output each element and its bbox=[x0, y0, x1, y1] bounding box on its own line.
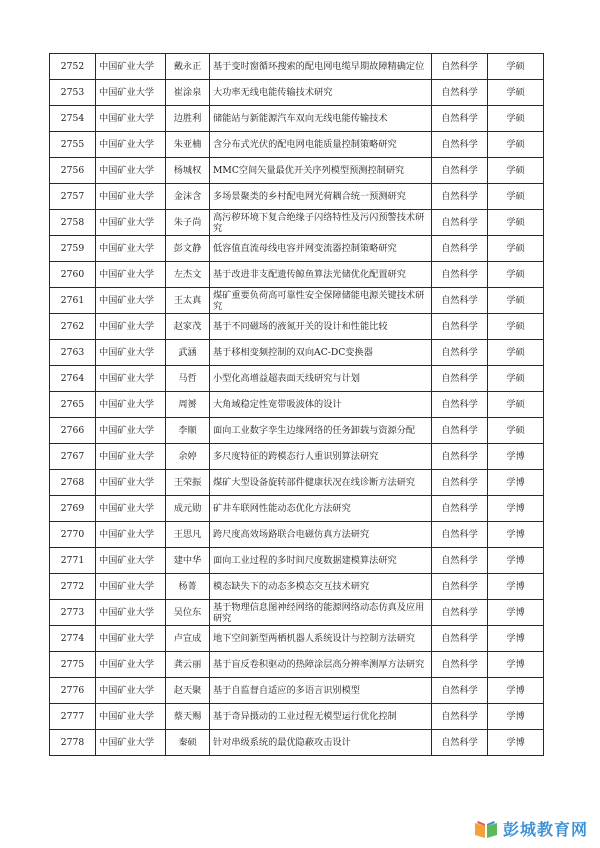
row-number: 2760 bbox=[50, 262, 96, 288]
discipline-category-cell: 自然科学 bbox=[432, 184, 488, 210]
row-number: 2774 bbox=[50, 626, 96, 652]
thesis-title-cell: 大功率无线电能传输技术研究 bbox=[210, 80, 432, 106]
row-number: 2778 bbox=[50, 730, 96, 756]
university-cell: 中国矿业大学 bbox=[96, 158, 166, 184]
row-number: 2756 bbox=[50, 158, 96, 184]
student-name-cell: 余婷 bbox=[166, 444, 210, 470]
student-name-cell: 边胜利 bbox=[166, 106, 210, 132]
discipline-category-cell: 自然科学 bbox=[432, 54, 488, 80]
discipline-category-cell: 自然科学 bbox=[432, 262, 488, 288]
university-cell: 中国矿业大学 bbox=[96, 262, 166, 288]
thesis-title-cell: 针对串级系统的最优隐蔽攻击设计 bbox=[210, 730, 432, 756]
table-row bbox=[50, 704, 544, 730]
discipline-category-cell: 自然科学 bbox=[432, 314, 488, 340]
discipline-category-cell: 自然科学 bbox=[432, 522, 488, 548]
degree-type-cell: 学博 bbox=[488, 626, 544, 652]
table-row bbox=[50, 366, 544, 392]
degree-type-cell: 学博 bbox=[488, 652, 544, 678]
university-cell: 中国矿业大学 bbox=[96, 418, 166, 444]
discipline-category-cell: 自然科学 bbox=[432, 392, 488, 418]
university-cell: 中国矿业大学 bbox=[96, 652, 166, 678]
university-cell: 中国矿业大学 bbox=[96, 678, 166, 704]
student-name-cell: 杨城权 bbox=[166, 158, 210, 184]
row-number: 2770 bbox=[50, 522, 96, 548]
table-row bbox=[50, 340, 544, 366]
degree-type-cell: 学硕 bbox=[488, 340, 544, 366]
student-name-cell: 吴位东 bbox=[166, 600, 210, 626]
thesis-title-cell: 模态缺失下的动态多模态交互技术研究 bbox=[210, 574, 432, 600]
university-cell: 中国矿业大学 bbox=[96, 288, 166, 314]
student-name-cell: 王荣振 bbox=[166, 470, 210, 496]
thesis-title-cell: MMC空间矢量最优开关序列模型预测控制研究 bbox=[210, 158, 432, 184]
thesis-title-cell: 跨尺度高效场路联合电磁仿真方法研究 bbox=[210, 522, 432, 548]
discipline-category-cell: 自然科学 bbox=[432, 158, 488, 184]
table-row bbox=[50, 600, 544, 626]
thesis-title-cell: 基于改进非支配遗传鲸鱼算法光储优化配置研究 bbox=[210, 262, 432, 288]
discipline-category-cell: 自然科学 bbox=[432, 730, 488, 756]
row-number: 2769 bbox=[50, 496, 96, 522]
thesis-title-cell: 基于盲反卷积驱动的热障涂层高分辨率测厚方法研究 bbox=[210, 652, 432, 678]
table-row bbox=[50, 496, 544, 522]
discipline-category-cell: 自然科学 bbox=[432, 704, 488, 730]
degree-type-cell: 学博 bbox=[488, 730, 544, 756]
row-number: 2777 bbox=[50, 704, 96, 730]
row-number: 2758 bbox=[50, 210, 96, 236]
student-name-cell: 马哲 bbox=[166, 366, 210, 392]
thesis-title-cell: 煤矿重要负荷高可靠性安全保障储能电源关键技术研究 bbox=[210, 288, 432, 314]
student-name-cell: 龚云丽 bbox=[166, 652, 210, 678]
discipline-category-cell: 自然科学 bbox=[432, 574, 488, 600]
discipline-category-cell: 自然科学 bbox=[432, 132, 488, 158]
row-number: 2766 bbox=[50, 418, 96, 444]
thesis-title-cell: 矿井车联网性能动态优化方法研究 bbox=[210, 496, 432, 522]
student-name-cell: 赵家茂 bbox=[166, 314, 210, 340]
degree-type-cell: 学硕 bbox=[488, 80, 544, 106]
student-name-cell: 戴永正 bbox=[166, 54, 210, 80]
table-row bbox=[50, 652, 544, 678]
student-name-cell: 王思凡 bbox=[166, 522, 210, 548]
row-number: 2761 bbox=[50, 288, 96, 314]
student-name-cell: 周赟 bbox=[166, 392, 210, 418]
thesis-title-cell: 面向工业数字孪生边缘网络的任务卸载与资源分配 bbox=[210, 418, 432, 444]
degree-type-cell: 学硕 bbox=[488, 366, 544, 392]
university-cell: 中国矿业大学 bbox=[96, 340, 166, 366]
thesis-title-cell: 基于物理信息图神经网络的能源网络动态仿真及应用研究 bbox=[210, 600, 432, 626]
table-row bbox=[50, 262, 544, 288]
student-name-cell: 王太真 bbox=[166, 288, 210, 314]
student-name-cell: 金沫含 bbox=[166, 184, 210, 210]
university-cell: 中国矿业大学 bbox=[96, 54, 166, 80]
university-cell: 中国矿业大学 bbox=[96, 314, 166, 340]
university-cell: 中国矿业大学 bbox=[96, 574, 166, 600]
site-watermark bbox=[473, 817, 588, 840]
degree-type-cell: 学博 bbox=[488, 522, 544, 548]
table-row bbox=[50, 158, 544, 184]
student-name-cell: 赵天聚 bbox=[166, 678, 210, 704]
university-cell: 中国矿业大学 bbox=[96, 496, 166, 522]
degree-type-cell: 学硕 bbox=[488, 54, 544, 80]
table-row bbox=[50, 418, 544, 444]
discipline-category-cell: 自然科学 bbox=[432, 548, 488, 574]
table-row bbox=[50, 392, 544, 418]
degree-type-cell: 学硕 bbox=[488, 392, 544, 418]
degree-type-cell: 学博 bbox=[488, 574, 544, 600]
row-number: 2764 bbox=[50, 366, 96, 392]
table-row bbox=[50, 444, 544, 470]
discipline-category-cell: 自然科学 bbox=[432, 444, 488, 470]
discipline-category-cell: 自然科学 bbox=[432, 340, 488, 366]
student-name-cell: 李顺 bbox=[166, 418, 210, 444]
discipline-category-cell: 自然科学 bbox=[432, 652, 488, 678]
degree-type-cell: 学博 bbox=[488, 444, 544, 470]
row-number: 2754 bbox=[50, 106, 96, 132]
student-name-cell: 彭文静 bbox=[166, 236, 210, 262]
thesis-title-cell: 基于变时窗循环搜索的配电网电缆早期故障精确定位 bbox=[210, 54, 432, 80]
university-cell: 中国矿业大学 bbox=[96, 366, 166, 392]
student-name-cell: 卢宣成 bbox=[166, 626, 210, 652]
discipline-category-cell: 自然科学 bbox=[432, 366, 488, 392]
discipline-category-cell: 自然科学 bbox=[432, 236, 488, 262]
table-row bbox=[50, 470, 544, 496]
thesis-title-cell: 基于自监督自适应的多语言识别模型 bbox=[210, 678, 432, 704]
degree-type-cell: 学硕 bbox=[488, 210, 544, 236]
table-row bbox=[50, 574, 544, 600]
university-cell: 中国矿业大学 bbox=[96, 80, 166, 106]
row-number: 2759 bbox=[50, 236, 96, 262]
table-row bbox=[50, 548, 544, 574]
row-number: 2772 bbox=[50, 574, 96, 600]
thesis-title-cell: 高污秽环境下复合绝缘子闪络特性及污闪预警技术研究 bbox=[210, 210, 432, 236]
university-cell: 中国矿业大学 bbox=[96, 730, 166, 756]
row-number: 2763 bbox=[50, 340, 96, 366]
table-row bbox=[50, 106, 544, 132]
discipline-category-cell: 自然科学 bbox=[432, 210, 488, 236]
university-cell: 中国矿业大学 bbox=[96, 548, 166, 574]
university-cell: 中国矿业大学 bbox=[96, 444, 166, 470]
table-row bbox=[50, 236, 544, 262]
thesis-title-cell: 基于不同磁场的液氮开关的设计和性能比较 bbox=[210, 314, 432, 340]
row-number: 2752 bbox=[50, 54, 96, 80]
student-name-cell: 建中华 bbox=[166, 548, 210, 574]
degree-type-cell: 学硕 bbox=[488, 418, 544, 444]
discipline-category-cell: 自然科学 bbox=[432, 288, 488, 314]
discipline-category-cell: 自然科学 bbox=[432, 470, 488, 496]
thesis-title-cell: 地下空间新型两栖机器人系统设计与控制方法研究 bbox=[210, 626, 432, 652]
open-book-logo-icon bbox=[473, 818, 499, 840]
row-number: 2775 bbox=[50, 652, 96, 678]
discipline-category-cell: 自然科学 bbox=[432, 678, 488, 704]
thesis-title-cell: 储能站与新能源汽车双向无线电能传输技术 bbox=[210, 106, 432, 132]
degree-type-cell: 学博 bbox=[488, 548, 544, 574]
university-cell: 中国矿业大学 bbox=[96, 210, 166, 236]
row-number: 2771 bbox=[50, 548, 96, 574]
student-name-cell: 朱子尚 bbox=[166, 210, 210, 236]
table-body bbox=[50, 54, 544, 756]
thesis-title-cell: 低容值直流母线电容并网变流器控制策略研究 bbox=[210, 236, 432, 262]
results-table bbox=[49, 53, 544, 756]
degree-type-cell: 学硕 bbox=[488, 184, 544, 210]
discipline-category-cell: 自然科学 bbox=[432, 496, 488, 522]
row-number: 2753 bbox=[50, 80, 96, 106]
university-cell: 中国矿业大学 bbox=[96, 392, 166, 418]
student-name-cell: 武涵 bbox=[166, 340, 210, 366]
university-cell: 中国矿业大学 bbox=[96, 236, 166, 262]
watermark-text: 彭城教育网 bbox=[502, 820, 588, 839]
discipline-category-cell: 自然科学 bbox=[432, 418, 488, 444]
row-number: 2765 bbox=[50, 392, 96, 418]
degree-type-cell: 学硕 bbox=[488, 262, 544, 288]
thesis-title-cell: 煤矿大型设备旋转部件健康状况在线诊断方法研究 bbox=[210, 470, 432, 496]
university-cell: 中国矿业大学 bbox=[96, 470, 166, 496]
university-cell: 中国矿业大学 bbox=[96, 704, 166, 730]
discipline-category-cell: 自然科学 bbox=[432, 600, 488, 626]
row-number: 2776 bbox=[50, 678, 96, 704]
thesis-title-cell: 多场景聚类的乡村配电网光荷耦合统一预测研究 bbox=[210, 184, 432, 210]
discipline-category-cell: 自然科学 bbox=[432, 626, 488, 652]
row-number: 2757 bbox=[50, 184, 96, 210]
degree-type-cell: 学博 bbox=[488, 600, 544, 626]
student-name-cell: 杨菁 bbox=[166, 574, 210, 600]
row-number: 2762 bbox=[50, 314, 96, 340]
table-row bbox=[50, 288, 544, 314]
student-name-cell: 蔡天赐 bbox=[166, 704, 210, 730]
university-cell: 中国矿业大学 bbox=[96, 106, 166, 132]
thesis-title-cell: 基于移相变频控制的双向AC-DC变换器 bbox=[210, 340, 432, 366]
university-cell: 中国矿业大学 bbox=[96, 184, 166, 210]
table-row bbox=[50, 730, 544, 756]
table-row bbox=[50, 80, 544, 106]
table-row bbox=[50, 132, 544, 158]
discipline-category-cell: 自然科学 bbox=[432, 80, 488, 106]
university-cell: 中国矿业大学 bbox=[96, 600, 166, 626]
discipline-category-cell: 自然科学 bbox=[432, 106, 488, 132]
row-number: 2768 bbox=[50, 470, 96, 496]
degree-type-cell: 学博 bbox=[488, 496, 544, 522]
table-row bbox=[50, 210, 544, 236]
university-cell: 中国矿业大学 bbox=[96, 522, 166, 548]
student-name-cell: 朱亚楠 bbox=[166, 132, 210, 158]
student-name-cell: 崔涂泉 bbox=[166, 80, 210, 106]
table-row bbox=[50, 54, 544, 80]
degree-type-cell: 学硕 bbox=[488, 314, 544, 340]
degree-type-cell: 学硕 bbox=[488, 132, 544, 158]
degree-type-cell: 学博 bbox=[488, 678, 544, 704]
degree-type-cell: 学博 bbox=[488, 704, 544, 730]
student-name-cell: 秦硕 bbox=[166, 730, 210, 756]
student-name-cell: 左杰文 bbox=[166, 262, 210, 288]
row-number: 2773 bbox=[50, 600, 96, 626]
degree-type-cell: 学硕 bbox=[488, 288, 544, 314]
table-row bbox=[50, 184, 544, 210]
degree-type-cell: 学硕 bbox=[488, 106, 544, 132]
table-row bbox=[50, 626, 544, 652]
thesis-title-cell: 多尺度特征的跨模态行人重识别算法研究 bbox=[210, 444, 432, 470]
row-number: 2767 bbox=[50, 444, 96, 470]
table-row bbox=[50, 314, 544, 340]
row-number: 2755 bbox=[50, 132, 96, 158]
thesis-title-cell: 小型化高增益超表面天线研究与计划 bbox=[210, 366, 432, 392]
degree-type-cell: 学博 bbox=[488, 470, 544, 496]
university-cell: 中国矿业大学 bbox=[96, 132, 166, 158]
student-name-cell: 成元勋 bbox=[166, 496, 210, 522]
thesis-title-cell: 含分布式光伏的配电网电能质量控制策略研究 bbox=[210, 132, 432, 158]
degree-type-cell: 学硕 bbox=[488, 236, 544, 262]
thesis-title-cell: 大角域稳定性宽带吸波体的设计 bbox=[210, 392, 432, 418]
thesis-title-cell: 基于奇异摄动的工业过程无模型运行优化控制 bbox=[210, 704, 432, 730]
thesis-title-cell: 面向工业过程的多时间尺度数据建模算法研究 bbox=[210, 548, 432, 574]
table-row bbox=[50, 522, 544, 548]
university-cell: 中国矿业大学 bbox=[96, 626, 166, 652]
table-row bbox=[50, 678, 544, 704]
degree-type-cell: 学硕 bbox=[488, 158, 544, 184]
